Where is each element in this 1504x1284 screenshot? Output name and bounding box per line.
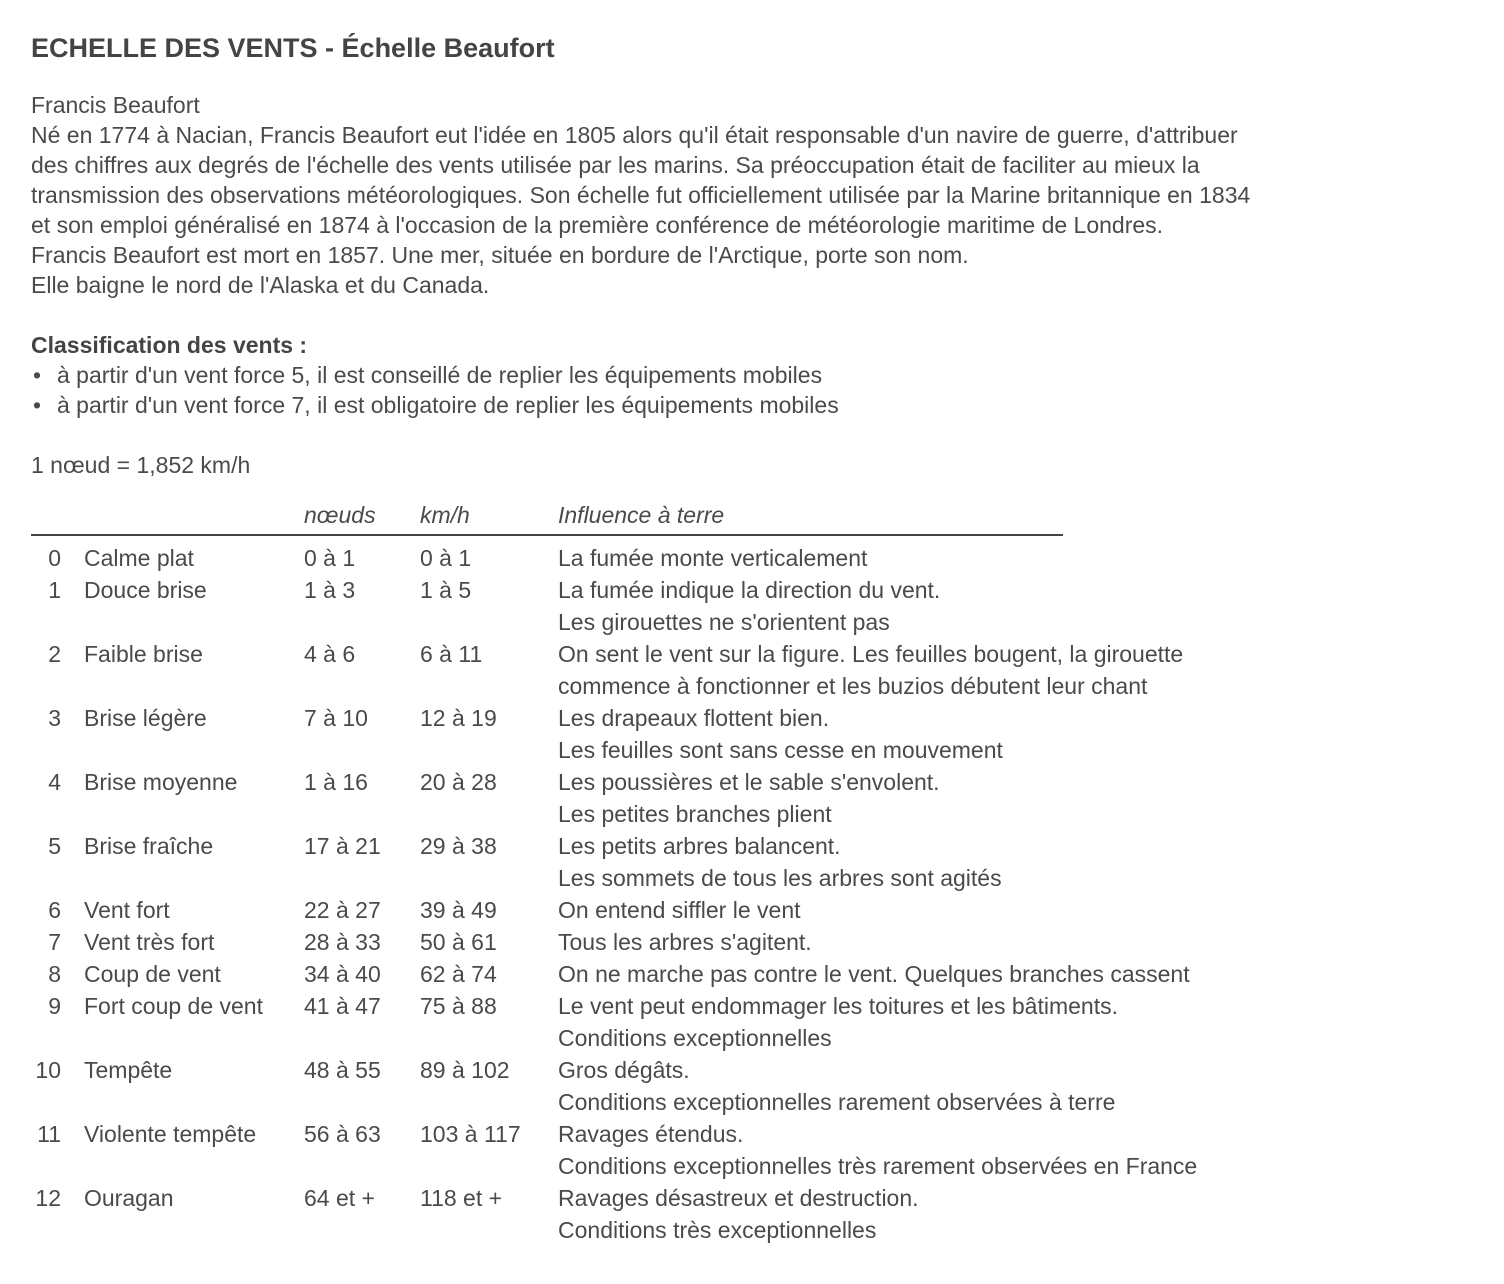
classification-list (31, 360, 1471, 420)
influence-line: Gros dégâts. (558, 1057, 690, 1083)
list-item (31, 360, 1471, 390)
influence-cell (558, 1118, 1198, 1182)
force-number: 8 (48, 961, 61, 987)
bio-line: Elle baigne le nord de l'Alaska et du Canada. (31, 272, 490, 298)
kmh-range: 50 à 61 (420, 929, 497, 955)
influence-line: On ne marche pas contre le vent. Quelques branches cassent (558, 961, 1190, 987)
force-number: 9 (48, 993, 61, 1019)
influence-cell (558, 830, 1063, 894)
bullet-icon: • (33, 362, 42, 388)
kmh-range: 12 à 19 (420, 705, 497, 731)
influence-line: La fumée indique la direction du vent. (558, 577, 941, 603)
header-influence: Influence à terre (558, 502, 725, 528)
force-number: 7 (48, 929, 61, 955)
beaufort-table (31, 500, 1198, 1246)
knots-range: 17 à 21 (304, 833, 381, 859)
force-number: 1 (48, 577, 61, 603)
bullet-icon: • (33, 392, 42, 418)
bio-line: et son emploi généralisé en 1874 à l'occasion de la première conférence de météorologie maritime de Londres. (31, 212, 1164, 238)
force-number: 6 (48, 897, 61, 923)
knots-range: 7 à 10 (304, 705, 368, 731)
table-row (31, 766, 1063, 830)
wind-name: Brise légère (84, 705, 207, 731)
influence-line: Les poussières et le sable s'envolent. (558, 769, 940, 795)
force-number: 11 (37, 1121, 61, 1147)
knots-range: 48 à 55 (304, 1057, 381, 1083)
table-body (31, 536, 1198, 1246)
influence-cell (558, 1054, 1116, 1118)
bio-name: Francis Beaufort (31, 92, 200, 118)
classification-heading: Classification des vents : (31, 332, 308, 358)
kmh-range: 20 à 28 (420, 769, 497, 795)
knots-range: 22 à 27 (304, 897, 381, 923)
influence-cell (558, 766, 1063, 830)
wind-name: Tempête (84, 1057, 173, 1083)
force-number: 2 (48, 641, 61, 667)
kmh-range: 75 à 88 (420, 993, 497, 1019)
page-title: ECHELLE DES VENTS - Échelle Beaufort (31, 33, 555, 63)
kmh-range: 103 à 117 (420, 1121, 521, 1147)
kmh-range: 118 et + (420, 1185, 503, 1211)
kmh-range: 1 à 5 (420, 577, 472, 603)
bio-line: transmission des observations météorologiques. Son échelle fut officiellement utilisée par la Marine britannique en 1834 (31, 182, 1251, 208)
kmh-range: 6 à 11 (420, 641, 483, 667)
wind-name: Douce brise (84, 577, 207, 603)
knots-range: 4 à 6 (304, 641, 356, 667)
force-number: 4 (48, 769, 61, 795)
kmh-range: 62 à 74 (420, 961, 497, 987)
bio-line: Francis Beaufort est mort en 1857. Une mer, située en bordure de l'Arctique, porte son nom. (31, 242, 969, 268)
wind-name: Faible brise (84, 641, 203, 667)
influence-cell (558, 702, 1063, 766)
influence-line: On entend siffler le vent (558, 897, 801, 923)
influence-cell (558, 926, 1063, 958)
knots-range: 1 à 3 (304, 577, 356, 603)
wind-name: Fort coup de vent (84, 993, 263, 1019)
table-row (31, 638, 1184, 702)
kmh-range: 39 à 49 (420, 897, 497, 923)
knots-range: 41 à 47 (304, 993, 381, 1019)
header-kmh: km/h (420, 502, 470, 528)
influence-line: Conditions exceptionnelles très rarement observées en France (558, 1153, 1198, 1179)
influence-line: Les petites branches plient (558, 801, 832, 827)
kmh-range: 89 à 102 (420, 1057, 510, 1083)
force-number: 12 (35, 1185, 61, 1211)
list-item (31, 390, 1471, 420)
document-page (31, 30, 1471, 480)
list-item-text: à partir d'un vent force 5, il est conseillé de replier les équipements mobiles (57, 362, 823, 388)
table-row (31, 894, 1063, 926)
table-row (31, 1118, 1198, 1182)
force-number: 5 (48, 833, 61, 859)
influence-cell (558, 990, 1118, 1054)
force-number: 3 (48, 705, 61, 731)
influence-line: Tous les arbres s'agitent. (558, 929, 812, 955)
table-row (31, 702, 1063, 766)
table-row (31, 830, 1063, 894)
influence-line: Conditions exceptionnelles rarement observées à terre (558, 1089, 1116, 1115)
influence-line: Les drapeaux flottent bien. (558, 705, 830, 731)
table-row (31, 542, 1063, 574)
biography (31, 90, 1471, 300)
influence-line: Les girouettes ne s'orientent pas (558, 609, 890, 635)
knots-range: 64 et + (304, 1185, 375, 1211)
knots-range: 34 à 40 (304, 961, 381, 987)
kmh-range: 29 à 38 (420, 833, 497, 859)
wind-name: Coup de vent (84, 961, 221, 987)
influence-line: Conditions exceptionnelles (558, 1025, 832, 1051)
influence-cell (558, 894, 1063, 926)
influence-line: On sent le vent sur la figure. Les feuilles bougent, la girouette (558, 641, 1184, 667)
knot-conversion: 1 nœud = 1,852 km/h (31, 452, 251, 478)
wind-name: Violente tempête (84, 1121, 257, 1147)
table-header (31, 500, 1063, 536)
influence-line: Conditions très exceptionnelles (558, 1217, 877, 1243)
wind-name: Vent très fort (84, 929, 215, 955)
influence-line: Les feuilles sont sans cesse en mouvement (558, 737, 1003, 763)
table-row (31, 926, 1063, 958)
wind-name: Brise moyenne (84, 769, 238, 795)
force-number: 10 (35, 1057, 61, 1083)
header-knots: nœuds (304, 502, 376, 528)
influence-line: La fumée monte verticalement (558, 545, 868, 571)
influence-cell (558, 958, 1190, 990)
force-number: 0 (48, 545, 61, 571)
knots-range: 28 à 33 (304, 929, 381, 955)
table-row (31, 1182, 1063, 1246)
influence-cell (558, 1182, 1063, 1246)
table-row (31, 958, 1190, 990)
influence-line: Ravages étendus. (558, 1121, 744, 1147)
influence-line: Les sommets de tous les arbres sont agités (558, 865, 1002, 891)
influence-cell (558, 574, 1063, 638)
influence-line: Les petits arbres balancent. (558, 833, 841, 859)
wind-name: Ouragan (84, 1185, 174, 1211)
bio-line: Né en 1774 à Nacian, Francis Beaufort eut l'idée en 1805 alors qu'il était responsable d'un navire de guerre, d'attribuer (31, 122, 1238, 148)
kmh-range: 0 à 1 (420, 545, 472, 571)
knots-range: 0 à 1 (304, 545, 356, 571)
influence-line: Ravages désastreux et destruction. (558, 1185, 919, 1211)
influence-line: commence à fonctionner et les buzios débutent leur chant (558, 673, 1148, 699)
bio-line: des chiffres aux degrés de l'échelle des vents utilisée par les marins. Sa préoccupation était de faciliter au mieux la (31, 152, 1200, 178)
influence-cell (558, 542, 1063, 574)
influence-line: Le vent peut endommager les toitures et les bâtiments. (558, 993, 1118, 1019)
influence-cell (558, 638, 1184, 702)
list-item-text: à partir d'un vent force 7, il est obligatoire de replier les équipements mobiles (57, 392, 839, 418)
knots-range: 56 à 63 (304, 1121, 381, 1147)
table-row (31, 1054, 1116, 1118)
wind-name: Vent fort (84, 897, 170, 923)
table-row (31, 990, 1118, 1054)
wind-name: Calme plat (84, 545, 194, 571)
table-row (31, 574, 1063, 638)
wind-name: Brise fraîche (84, 833, 214, 859)
knots-range: 1 à 16 (304, 769, 368, 795)
